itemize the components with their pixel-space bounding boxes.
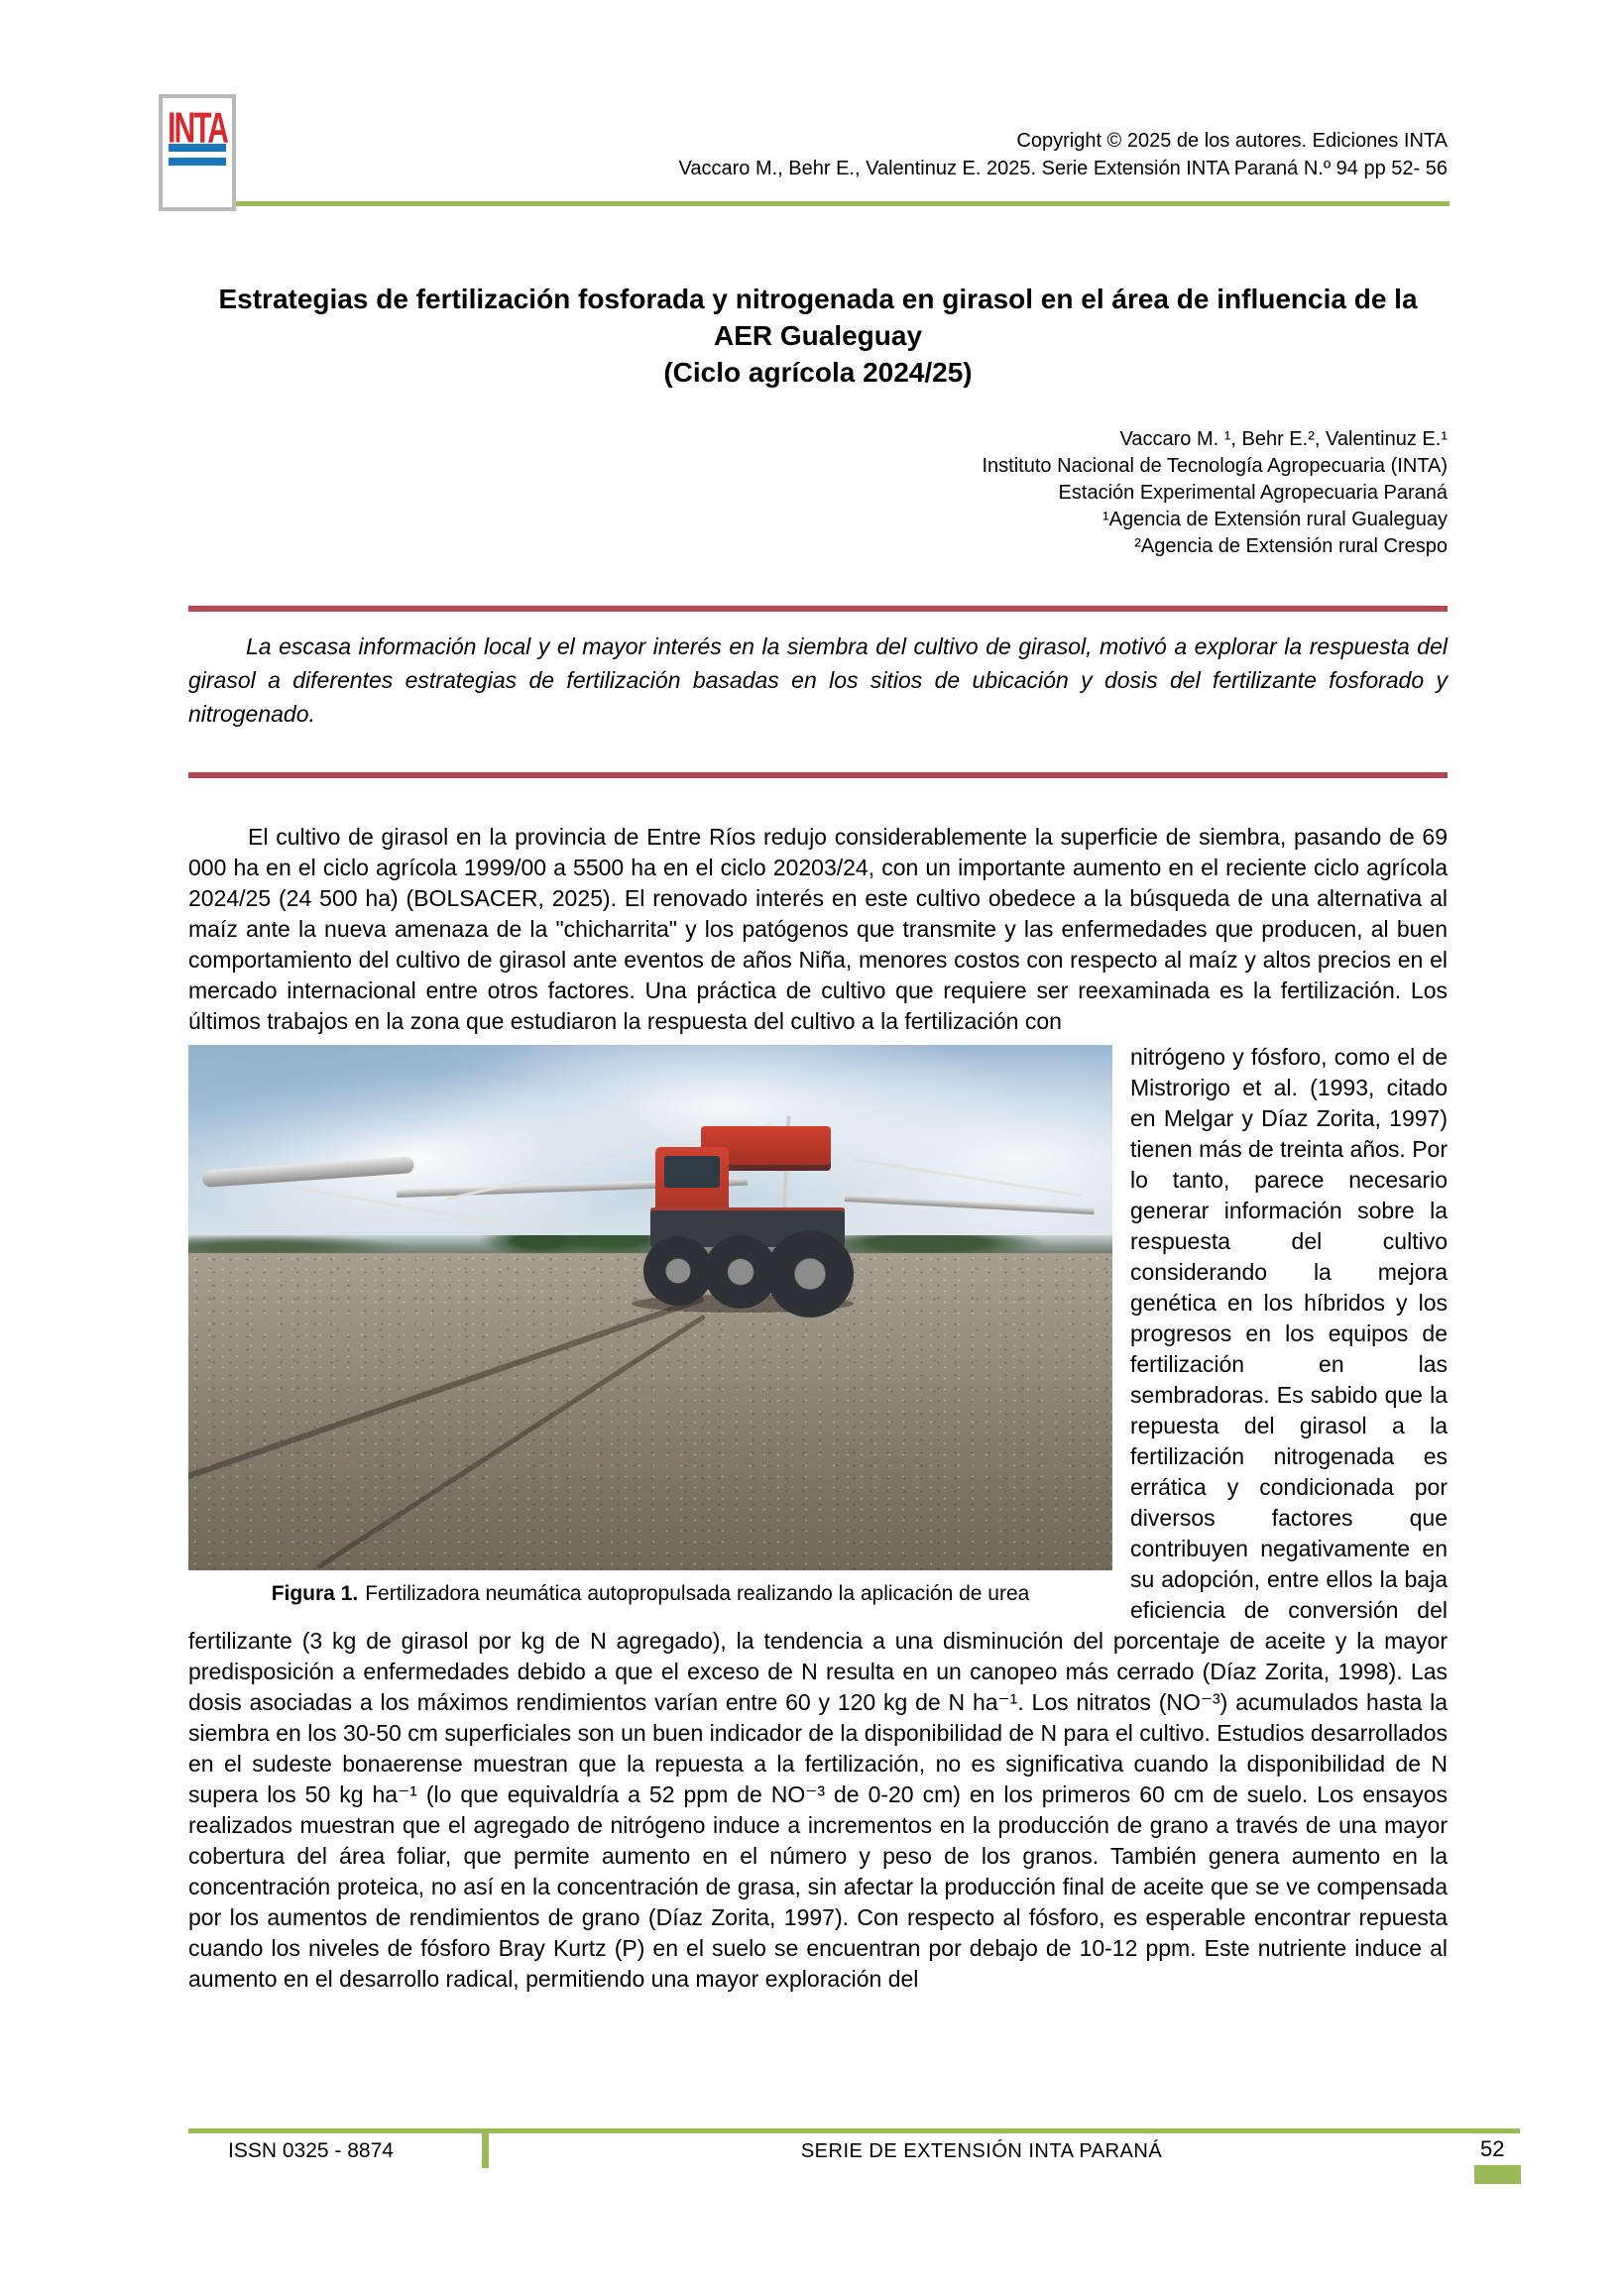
header-green-rule <box>188 201 1450 206</box>
footer-green-rule <box>188 2128 1520 2133</box>
wheel <box>643 1236 713 1306</box>
figure-caption-label: Figura 1. <box>271 1582 359 1605</box>
abstract-bottom-rule <box>188 772 1448 778</box>
figure-caption <box>188 1582 1112 1606</box>
title-cycle: (Ciclo agrícola 2024/25) <box>663 357 973 388</box>
affiliation-line: Instituto Nacional de Tecnología Agropecuaria (INTA) <box>982 455 1448 477</box>
affiliation-line: ¹Agencia de Extensión rural Gualeguay <box>1102 509 1448 530</box>
authors-line: Vaccaro M. ¹, Behr E.², Valentinuz E.¹ <box>1119 428 1448 450</box>
body-paragraph-1: El cultivo de girasol en la provincia de Entre Ríos redujo considerablemente la superficie de siembra, pasando de 69 000 ha en el ciclo agrícola 1999/00 a 5500 ha en el ciclo 20203/24, con un importante aumento en el reciente ciclo agrícola 2024/25 (24 500 ha) (BOLSACER, 2025). El renovado interés en este cultivo obedece a la búsqueda de una alternativa al maíz ante la nueva amenaza de la "chicharrita" y los patógenos que transmite y las enfermedades que producen, al buen comportamiento del cultivo de girasol ante eventos de años Niña, menores costos con respecto al maíz y altos precios en el mercado internacional entre otros factores. Una práctica de cultivo que requiere ser reexaminada es la fertilización. Los últimos trabajos en la zona que estudiaron la respuesta del cultivo a la fertilización con <box>188 824 1448 1034</box>
body-paragraph-2: nitrógeno y fósforo, como el de Mistrorigo et al. (1993, citado en Melgar y Díaz Zorita, 1997) tienen más de treinta años. Por lo tanto, parece necesario generar información sobre la respuesta del cultivo considerando la mejora genética en los híbridos y los progresos en los equipos de fertilización en las sembradoras. Es sabido que la repuesta del girasol a la fertilización nitrogenada es errática y condicionada por diversos factores que contribuyen negativamente en su adopción, entre ellos la baja eficiencia de conversión del fertilizante (3 kg de girasol por kg de N agregado), la tendencia a una disminución del porcentaje de aceite y la mayor predisposición a enfermedades debido a que el exceso de N resulta en un canopeo más cerrado (Díaz Zorita, 1998). Las dosis asociadas a los máximos rendimientos varían entre 60 y 120 kg de N ha⁻¹. Los nitratos (NO⁻³) acumulados hasta la siembra en los 30-50 cm superficiales son un buen indicador de la disponibilidad de N para el cultivo. Estudios desarrollados en el sudeste bonaerense muestran que la repuesta a la fertilización, no es significativa cuando la disponibilidad de N supera los 50 kg ha⁻¹ (lo que equivaldría a 52 ppm de NO⁻³ de 0-20 cm) en los primeros 60 cm de suelo. Los ensayos realizados muestran que el agregado de nitrógeno induce a incrementos en la producción de grano a través de una mayor cobertura del área foliar, que permite aumento en el número y peso de los granos. También genera aumento en la concentración proteica, no así en la concentración de grasa, sin afectar la producción final de aceite que se ve compensada por los aumentos de rendimientos de grano (Díaz Zorita, 1997). Con respecto al fósforo, es esperable encontrar repuesta cuando los niveles de fósforo Bray Kurtz (P) en el suelo se encuentran por debajo de 10-12 ppm. Este nutriente induce al aumento en el desarrollo radical, permitiendo una mayor exploración del <box>188 1044 1448 1992</box>
figure-1 <box>188 1045 1112 1606</box>
abstract-top-rule <box>188 606 1448 612</box>
inta-logo-text: INTA <box>168 105 227 153</box>
title-main: Estrategias de fertilización fosforada y nitrogenada en girasol en el área de influencia de la AER Gualeguay <box>218 284 1418 351</box>
article-content <box>188 281 1448 1995</box>
figure-photo <box>188 1045 1112 1570</box>
abstract-text: La escasa información local y el mayor interés en la siembra del cultivo de girasol, motivó a explorar la respuesta del girasol a diferentes estrategias de fertilización basadas en los sitios de ubicación y dosis del fertilizante fosforado y nitrogenado. <box>188 633 1448 727</box>
affiliation-line: ²Agencia de Extensión rural Crespo <box>1134 535 1448 557</box>
footer-green-block <box>1474 2165 1521 2184</box>
figure-caption-text: Fertilizadora neumática autopropulsada realizando la aplicación de urea <box>365 1582 1030 1605</box>
page-number: 52 <box>1480 2136 1505 2161</box>
copyright-line: Copyright © 2025 de los autores. Ediciones INTA <box>1016 130 1448 152</box>
article-title <box>188 281 1448 391</box>
citation-line: Vaccaro M., Behr E., Valentinuz E. 2025. Serie Extensión INTA Paraná N.º 94 pp 52- 56 <box>678 158 1448 179</box>
cab-window <box>664 1156 721 1188</box>
authors-block <box>188 426 1448 560</box>
logo-bar <box>169 158 226 166</box>
inta-logo <box>159 94 236 211</box>
wheel <box>766 1230 854 1318</box>
series-label: SERIE DE EXTENSIÓN INTA PARANÁ <box>800 2140 1163 2162</box>
header-credits <box>679 127 1449 182</box>
affiliation-line: Estación Experimental Agropecuaria Paraná <box>1058 482 1448 504</box>
issn-label: ISSN 0325 - 8874 <box>228 2139 394 2162</box>
